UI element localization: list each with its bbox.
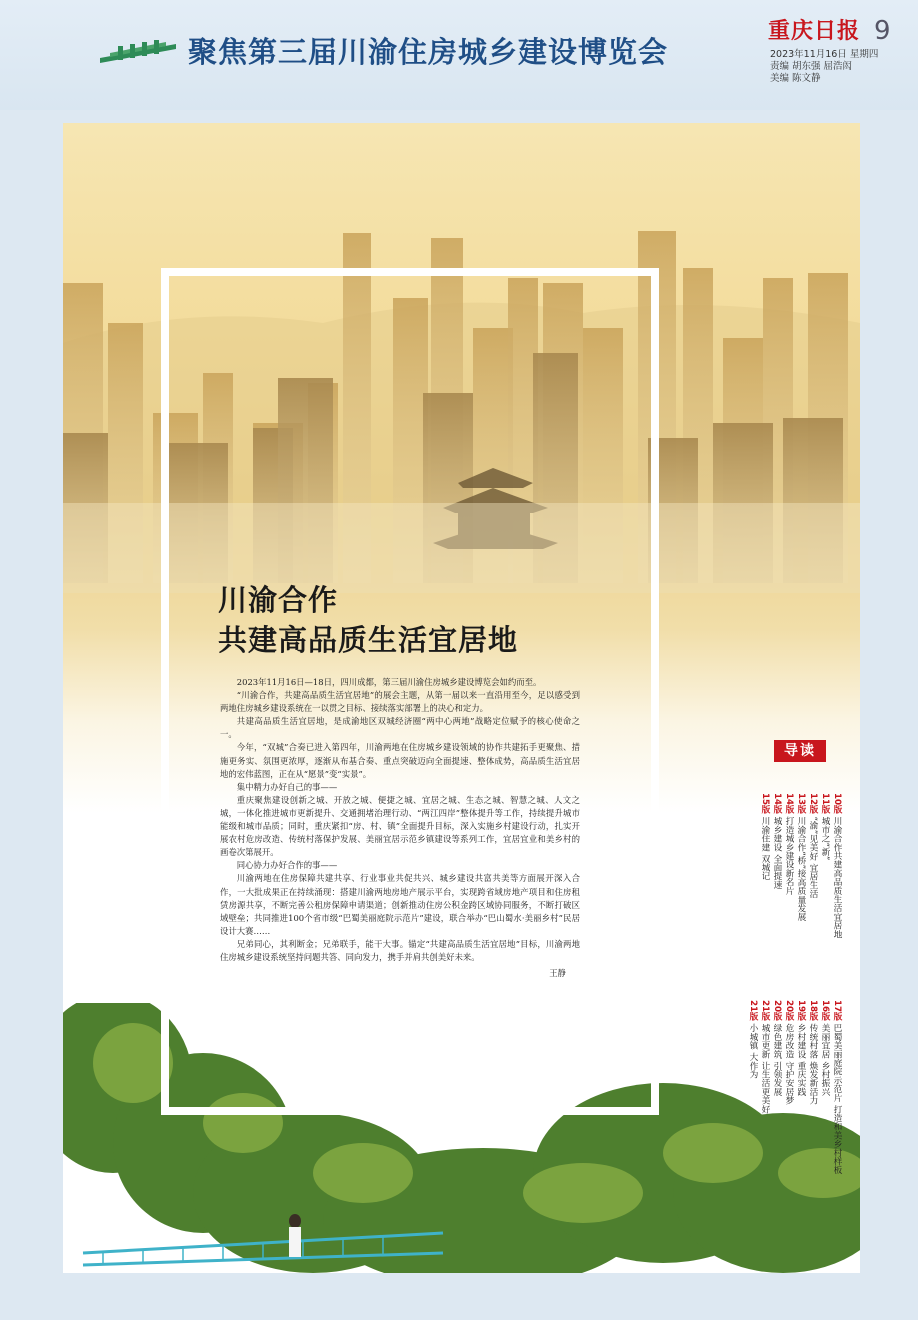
guide-entry-page: 20版: [772, 1000, 782, 1021]
guide-entry-page: 19版: [796, 1000, 806, 1021]
headline-line-1: 川渝合作: [218, 583, 339, 617]
guide-entry-text: 城市更新 让生活更美好: [760, 1023, 770, 1114]
guide-entry-page: 17版: [832, 1000, 842, 1021]
newspaper-masthead: 重庆日报: [768, 18, 861, 44]
article-paragraph: 今年，“双城”合奏已进入第四年，川渝两地在住房城乡建设领域的协作共建拓手更聚焦、措施更务实、氛围更浓厚，逐渐从布基合奏、重点突破迈向全面提速、整体成势，高品质生活宜居地的宏伟蓝图，正在从“愿景”变“实景”。: [220, 742, 580, 779]
guide-entry[interactable]: [820, 1000, 830, 1096]
article-paragraph: 共建高品质生活宜居地，是成渝地区双城经济圈“两中心两地”战略定位赋予的核心使命之一。: [220, 716, 580, 740]
article-body: [220, 676, 580, 980]
guide-entry-page: 20版: [784, 1000, 794, 1021]
guide-badge: 导读: [774, 740, 826, 762]
guide-entry-page: 21版: [760, 1000, 770, 1021]
article-paragraph: 重庆聚焦建设创新之城、开放之城、便捷之城、宜居之城、生态之城、智慧之城、人文之城，一体化推进城市更新提升、交通拥堵治理行动、“两江四岸”整体提升等工作，持续提升城市能级和城市品质；同时，重庆紧扣“房、村、镇”全面提升目标，深入实施乡村建设行动，扎实开展农村危房改造、传统村落保护发展、美丽宜居示范乡镇建设等系列工作，宜居宜业和美乡村的画卷次第展开。: [220, 794, 580, 858]
guide-entry-page: 15版: [760, 793, 770, 814]
page-header: [0, 0, 918, 110]
editor-line: 责编 胡东强 屈浩闳: [770, 61, 853, 72]
designer-line: 美编 陈文静: [770, 73, 821, 84]
guide-entry-text: “渝”见美好 宜居生活: [808, 816, 818, 898]
guide-entry[interactable]: [796, 1000, 806, 1096]
guide-entry-page: 12版: [808, 793, 818, 814]
article-paragraph: 川渝两地在住房保障共建共享、行业事业共促共兴、城乡建设共富共美等方面展开深入合作，一大批成果正在持续涌现：搭建川渝两地房地产展示平台，实现跨省域房地产项目和住房租赁房源共享，不断完善公租房保障申请渠道；创新推动住房公积金跨区域协同服务，不断打破区域壁垒；共同推进100个省市级“巴蜀美丽庭院示范片”建设，联合举办“巴山蜀水·美丽乡村”民居设计大赛……: [220, 873, 580, 936]
guide-entry[interactable]: [820, 793, 830, 860]
guide-entry-text: 危房改造 守护安居梦: [784, 1023, 794, 1105]
guide-entry-text: 绿色建筑 引领发展: [772, 1023, 782, 1096]
guide-entry-page: 13版: [796, 793, 806, 814]
guide-entry-text: 川渝住建 双城记: [760, 816, 770, 881]
guide-entry-page: 21版: [748, 1000, 758, 1021]
guide-entry-text: 城市之“新”: [820, 816, 830, 861]
guide-entry-text: 美丽宜居 乡村振兴: [820, 1023, 830, 1096]
article-paragraph: “川渝合作，共建高品质生活宜居地”的展会主题，从第一届以来一直沿用至今，足以感受到两地住房城乡建设系统在一以贯之目标、接续落实部署上的决心和定力。: [220, 690, 580, 714]
guide-entry[interactable]: [796, 793, 806, 921]
guide-entry-page: 11版: [820, 793, 830, 814]
guide-entry[interactable]: [832, 793, 842, 938]
guide-entry-page: 16版: [820, 1000, 830, 1021]
expo-logo-icon: [96, 36, 180, 68]
guide-entry-text: 乡村建设 重庆实践: [796, 1023, 806, 1096]
guide-entry-text: 传统村落 焕发新活力: [808, 1023, 818, 1105]
guide-entry[interactable]: [808, 793, 818, 898]
guide-entry-text: 川渝合作共建高品质生活宜居地: [832, 816, 842, 939]
guide-entry[interactable]: [760, 793, 770, 880]
section-title: 聚焦第三届川渝住房城乡建设博览会: [188, 35, 669, 69]
guide-entry[interactable]: [760, 1000, 770, 1113]
guide-entry-page: 10版: [832, 793, 842, 814]
guide-entry[interactable]: [808, 1000, 818, 1105]
article-paragraph: 兄弟同心，其利断金；兄弟联手，能干大事。锚定“共建高品质生活宜居地”目标，川渝两地住房城乡建设系统坚持问题共答、同向发力，携手并肩共创美好未来。: [220, 938, 580, 962]
article-author: 王静: [549, 968, 566, 979]
guide-entry[interactable]: [784, 793, 794, 895]
page-number: 9: [874, 16, 891, 46]
guide-entry-text: 城乡建设 全面提速: [772, 816, 782, 889]
guide-entry-text: 打造城乡建设新名片: [784, 816, 794, 895]
guide-entry-text: 川渝合作“桥”接高质量发展: [796, 816, 806, 922]
article-subheading: 同心协力办好合作的事——: [236, 860, 338, 871]
guide-entry[interactable]: [772, 793, 782, 889]
guide-entry-page: 14版: [784, 793, 794, 814]
article-paragraph: 2023年11月16日—18日，四川成都，第三届川渝住房城乡建设博览会如约而至。: [236, 677, 542, 687]
guide-entry[interactable]: [784, 1000, 794, 1105]
guide-entry-text: 小城镇 大作为: [748, 1023, 758, 1079]
date-line: 2023年11月16日 星期四: [770, 49, 879, 60]
guide-entry[interactable]: [748, 1000, 758, 1079]
headline: [218, 580, 518, 660]
guide-entry[interactable]: [772, 1000, 782, 1096]
guide-entry-page: 14版: [772, 793, 782, 814]
guide-entry[interactable]: [832, 1000, 842, 1174]
article-subheading: 集中精力办好自己的事——: [236, 781, 338, 792]
guide-entry-text: 巴蜀美丽庭院示范片 打造和美乡村样板: [832, 1023, 842, 1175]
guide-entry-page: 18版: [808, 1000, 818, 1021]
headline-line-2: 共建高品质生活宜居地: [218, 623, 519, 657]
